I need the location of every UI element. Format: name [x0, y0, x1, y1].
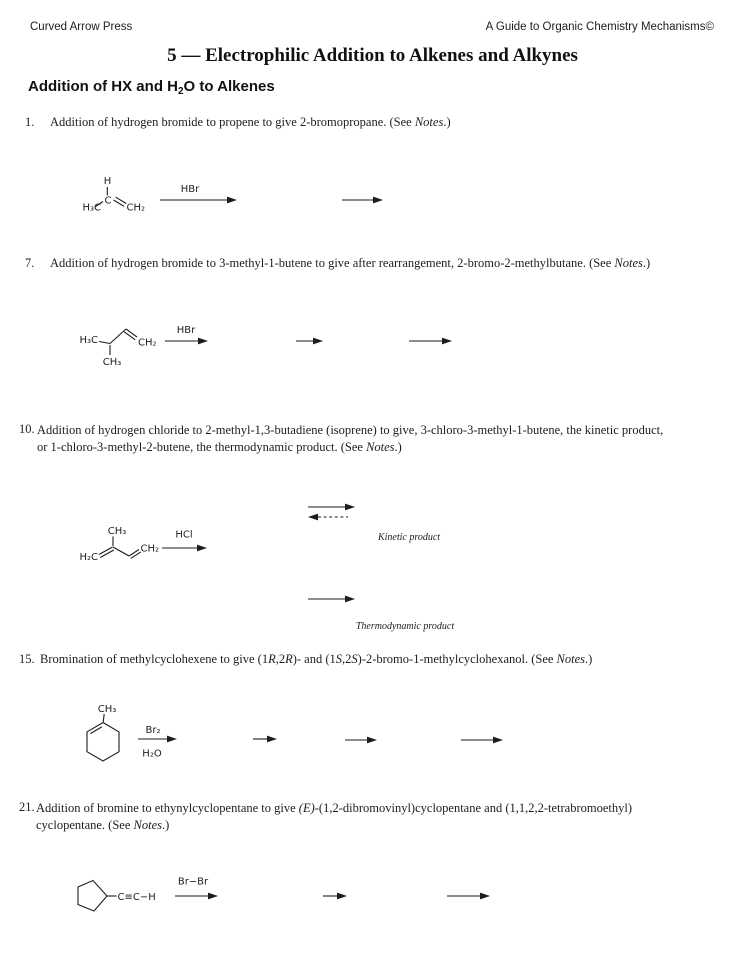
- problem-21-text: [36, 800, 632, 833]
- section-heading-subscript: 2: [177, 86, 184, 97]
- chapter-title: 5 — Electrophilic Addition to Alkenes and Alkynes: [167, 45, 578, 66]
- reaction-arrow: [165, 325, 208, 344]
- atom-label-ch3: CH₃: [107, 526, 127, 537]
- kinetic-product-label: Kinetic product: [377, 532, 441, 543]
- reaction-scheme-21: [0, 855, 520, 925]
- problem-21-number: 21.: [19, 800, 35, 814]
- problem-10-text: [37, 422, 663, 455]
- reaction-arrow: [461, 737, 503, 744]
- problem-21-text-line2: cyclopentane. (See Notes.): [36, 817, 170, 832]
- reaction-arrow: [160, 184, 237, 203]
- problem-1-number: 1.: [25, 115, 35, 129]
- reaction-arrow: [409, 338, 452, 345]
- atom-label-h2c: H₂C: [79, 552, 98, 563]
- methylcyclohexene-structure: [87, 704, 119, 761]
- problem-10-number: 10.: [19, 422, 35, 436]
- methylbutene-structure: [79, 329, 156, 368]
- reaction-scheme-1: [0, 160, 420, 220]
- reagent-label-h2o: H₂O: [142, 748, 162, 760]
- atom-label-h: H: [103, 176, 112, 187]
- alkyne-label: C≡C−H: [117, 892, 156, 903]
- publisher-name: Curved Arrow Press: [30, 21, 133, 33]
- atom-label-ch3: CH₃: [97, 704, 117, 715]
- reaction-arrow: [162, 530, 207, 552]
- thermodynamic-product-label: Thermodynamic product: [355, 621, 455, 632]
- reaction-arrow: [253, 736, 277, 743]
- isoprene-structure: [79, 526, 159, 563]
- reaction-arrow: [138, 725, 177, 760]
- section-heading-post: O to Alkenes: [183, 78, 275, 95]
- problem-15-text: Bromination of methylcyclohexene to give (1R,2R)- and (1S,2S)-2-bromo-1-methylcyclohexanol. (See Notes.): [40, 652, 593, 666]
- atom-label-ch2: CH₂: [126, 202, 146, 214]
- reaction-arrow: [296, 338, 323, 345]
- atom-label-c: C: [104, 195, 112, 207]
- propene-structure: [82, 176, 145, 214]
- problem-7-number: 7.: [25, 256, 35, 270]
- atom-label-ch2: CH₂: [140, 543, 160, 555]
- reaction-arrow: [342, 197, 383, 204]
- atom-label-h3c: H₃C: [82, 202, 101, 214]
- atom-label-h3c: H₃C: [79, 335, 98, 346]
- reagent-label-br-br: Br−Br: [177, 876, 209, 888]
- problem-1-text: Addition of hydrogen bromide to propene to give 2-bromopropane. (See Notes.): [50, 115, 451, 129]
- section-heading: [28, 78, 275, 97]
- atom-label-ch3: CH₃: [102, 357, 122, 368]
- problem-15-number: 15.: [19, 652, 35, 666]
- reaction-arrow: [447, 893, 490, 900]
- reaction-arrow: [323, 893, 347, 900]
- equilibrium-arrows: [308, 504, 355, 521]
- reaction-scheme-15: [0, 695, 520, 775]
- problem-7-text: Addition of hydrogen bromide to 3-methyl-1-butene to give after rearrangement, 2-bromo-2-methylbutane. (See Notes.): [50, 256, 651, 270]
- book-title: A Guide to Organic Chemistry Mechanisms©: [485, 21, 714, 33]
- reagent-label-br2: Br₂: [145, 725, 161, 736]
- reaction-arrow: [308, 596, 355, 603]
- section-heading-pre: Addition of HX and H: [28, 78, 178, 95]
- reaction-arrow: [175, 877, 218, 900]
- reagent-label-hbr: HBr: [176, 325, 196, 336]
- reaction-arrow: [345, 737, 377, 744]
- problem-10-text-line2: or 1-chloro-3-methyl-2-butene, the thermodynamic product. (See Notes.): [37, 439, 402, 454]
- reaction-scheme-7: [0, 305, 480, 380]
- reaction-scheme-10: [0, 495, 470, 635]
- atom-label-ch2: CH₂: [138, 337, 157, 349]
- reagent-label-hcl: HCl: [175, 529, 193, 541]
- problem-21-text-line1: Addition of bromine to ethynylcyclopentane to give (E)-(1,2-dibromovinyl)cyclopentane and (1,1,2,2-tetrabromoethyl): [36, 801, 633, 815]
- reagent-label-hbr: HBr: [180, 184, 200, 195]
- problem-10-text-line1: Addition of hydrogen chloride to 2-methyl-1,3-butadiene (isoprene) to give, 3-chloro-3-methyl-1-butene, the kinetic product,: [37, 423, 664, 437]
- ethynylcyclopentane-structure: [78, 881, 156, 912]
